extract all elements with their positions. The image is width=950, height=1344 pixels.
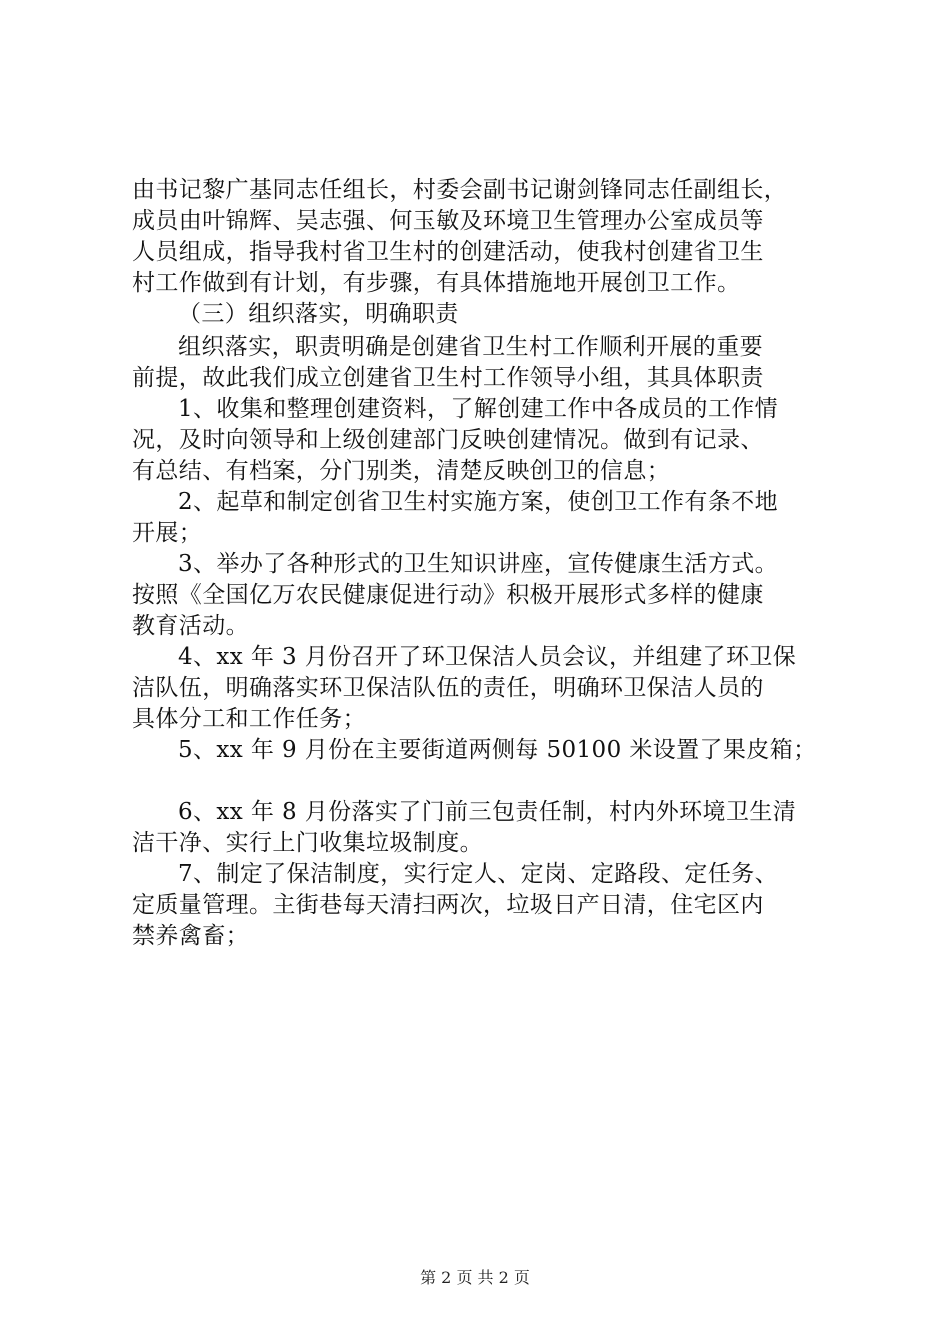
list-item: 6、xx 年 8 月份落实了门前三包责任制，村内外环境卫生清 <box>178 799 797 825</box>
text-line: 定质量管理。主街巷每天清扫两次，垃圾日产日清，住宅区内 <box>132 892 764 918</box>
list-item: 4、xx 年 3 月份召开了环卫保洁人员会议，并组建了环卫保 <box>178 644 797 670</box>
list-item: 5、xx 年 9 月份在主要街道两侧每 50100 米设置了果皮箱； <box>178 737 817 763</box>
text-line: 具体分工和工作任务； <box>132 706 366 732</box>
text-line: 前提，故此我们成立创建省卫生村工作领导小组，其具体职责 <box>132 365 764 391</box>
section-heading: （三）组织落实，明确职责 <box>178 301 459 327</box>
text-line: 洁干净、实行上门收集垃圾制度。 <box>132 830 483 856</box>
text-line: 禁养禽畜； <box>132 923 249 949</box>
list-item: 3、举办了各种形式的卫生知识讲座，宣传健康生活方式。 <box>178 551 779 577</box>
list-item: 1、收集和整理创建资料，了解创建工作中各成员的工作情 <box>178 396 779 422</box>
text-line: 教育活动。 <box>132 613 249 639</box>
text-line: 村工作做到有计划，有步骤，有具体措施地开展创卫工作。 <box>132 270 741 296</box>
text-line: 有总结、有档案，分门别类，清楚反映创卫的信息； <box>132 458 671 484</box>
list-item: 7、制定了保洁制度，实行定人、定岗、定路段、定任务、 <box>178 861 779 887</box>
list-item: 2、起草和制定创省卫生村实施方案，使创卫工作有条不地 <box>178 489 779 515</box>
text-line: 开展； <box>132 520 203 546</box>
text-line: 按照《全国亿万农民健康促进行动》积极开展形式多样的健康 <box>132 582 764 608</box>
text-line: 洁队伍，明确落实环卫保洁队伍的责任，明确环卫保洁人员的 <box>132 675 764 701</box>
text-line: 成员由叶锦辉、吴志强、何玉敏及环境卫生管理办公室成员等 <box>132 208 764 234</box>
page-footer: 第 2 页 共 2 页 <box>420 1268 530 1287</box>
text-line: 由书记黎广基同志任组长，村委会副书记谢剑锋同志任副组长， <box>132 177 788 203</box>
text-line: 组织落实，职责明确是创建省卫生村工作顺利开展的重要 <box>178 334 763 360</box>
text-line: 人员组成，指导我村省卫生村的创建活动，使我村创建省卫生 <box>132 239 764 265</box>
text-line: 况，及时向领导和上级创建部门反映创建情况。做到有记录、 <box>132 427 764 453</box>
